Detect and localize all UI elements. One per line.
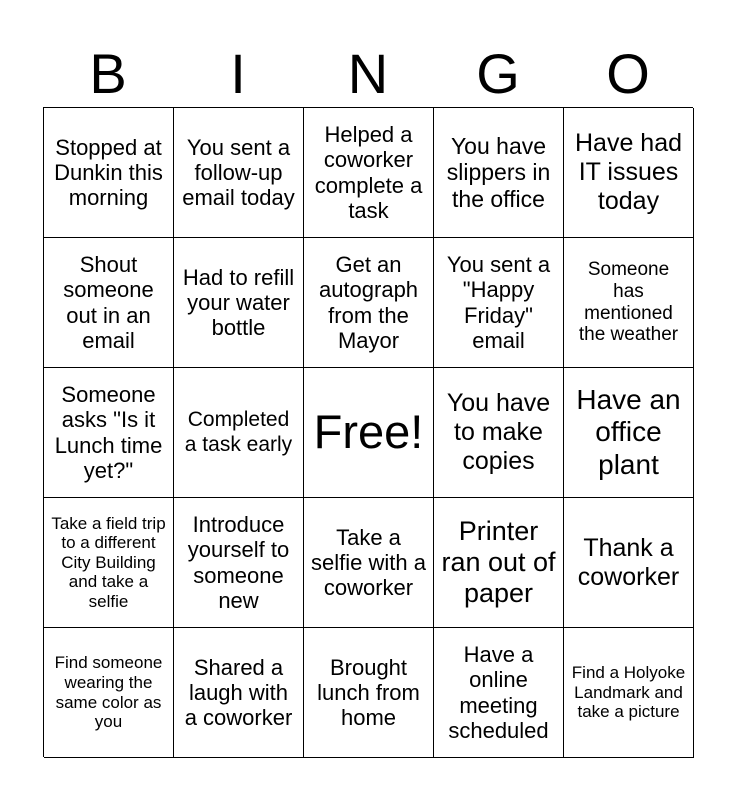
header-letter-b: B — [89, 42, 127, 105]
bingo-cell-1-2[interactable] — [174, 108, 304, 238]
bingo-cell-5-3[interactable] — [304, 628, 434, 758]
cell-text: Take a field trip to a different City Building and take a selfie — [51, 513, 166, 611]
bingo-cell-1-1[interactable] — [44, 108, 174, 238]
bingo-cell-free[interactable] — [304, 368, 434, 498]
header-letter-n: N — [347, 42, 389, 105]
bingo-card — [43, 107, 693, 757]
cell-text: Completed a task early — [184, 408, 293, 456]
cell-text: You have slippers in the office — [446, 132, 551, 212]
cell-text: Printer ran out of paper — [441, 515, 556, 609]
cell-text: You have to make copies — [446, 389, 551, 475]
bingo-cell-2-3[interactable] — [304, 238, 434, 368]
bingo-cell-1-3[interactable] — [304, 108, 434, 238]
cell-text: You sent a follow-up email today — [182, 134, 295, 211]
bingo-cell-2-4[interactable] — [434, 238, 564, 368]
bingo-cell-5-4[interactable] — [434, 628, 564, 758]
bingo-cell-1-5[interactable] — [564, 108, 694, 238]
cell-text: Shout someone out in an email — [63, 251, 154, 353]
cell-text: Someone has mentioned the weather — [578, 258, 679, 346]
bingo-cell-2-2[interactable] — [174, 238, 304, 368]
bingo-cell-5-2[interactable] — [174, 628, 304, 758]
cell-text: Have an office plant — [576, 384, 681, 480]
bingo-cell-4-1[interactable] — [44, 498, 174, 628]
bingo-cell-3-1[interactable] — [44, 368, 174, 498]
bingo-cell-4-2[interactable] — [174, 498, 304, 628]
cell-text: Have had IT issues today — [574, 129, 683, 215]
cell-text: Introduce yourself to someone new — [187, 511, 290, 613]
bingo-cell-4-4[interactable] — [434, 498, 564, 628]
cell-text: Take a selfie with a coworker — [311, 524, 426, 601]
cell-text: Had to refill your water bottle — [182, 264, 295, 341]
cell-text: Shared a laugh with a coworker — [184, 654, 293, 731]
header-letter-o: O — [606, 42, 650, 105]
bingo-cell-3-4[interactable] — [434, 368, 564, 498]
bingo-cell-3-5[interactable] — [564, 368, 694, 498]
cell-text: Find a Holyoke Landmark and take a picture — [571, 663, 686, 722]
cell-text: Thank a coworker — [577, 533, 680, 591]
bingo-cell-2-1[interactable] — [44, 238, 174, 368]
cell-text: Have a online meeting scheduled — [448, 641, 549, 743]
bingo-cell-4-3[interactable] — [304, 498, 434, 628]
free-space-text: Free! — [313, 405, 424, 459]
bingo-cell-5-5[interactable] — [564, 628, 694, 758]
header-letter-g: G — [476, 42, 520, 105]
cell-text: Helped a coworker complete a task — [314, 121, 423, 223]
cell-text: Find someone wearing the same color as you — [54, 653, 163, 732]
bingo-cell-1-4[interactable] — [434, 108, 564, 238]
bingo-cell-4-5[interactable] — [564, 498, 694, 628]
cell-text: Brought lunch from home — [317, 654, 420, 731]
bingo-header — [43, 44, 693, 104]
bingo-cell-3-2[interactable] — [174, 368, 304, 498]
cell-text: Get an autograph from the Mayor — [318, 251, 419, 353]
header-letter-i: I — [230, 42, 246, 105]
cell-text: Stopped at Dunkin this morning — [54, 134, 163, 211]
bingo-cell-5-1[interactable] — [44, 628, 174, 758]
bingo-cell-2-5[interactable] — [564, 238, 694, 368]
cell-text: You sent a "Happy Friday" email — [446, 251, 551, 353]
cell-text: Someone asks "Is it Lunch time yet?" — [54, 381, 163, 483]
